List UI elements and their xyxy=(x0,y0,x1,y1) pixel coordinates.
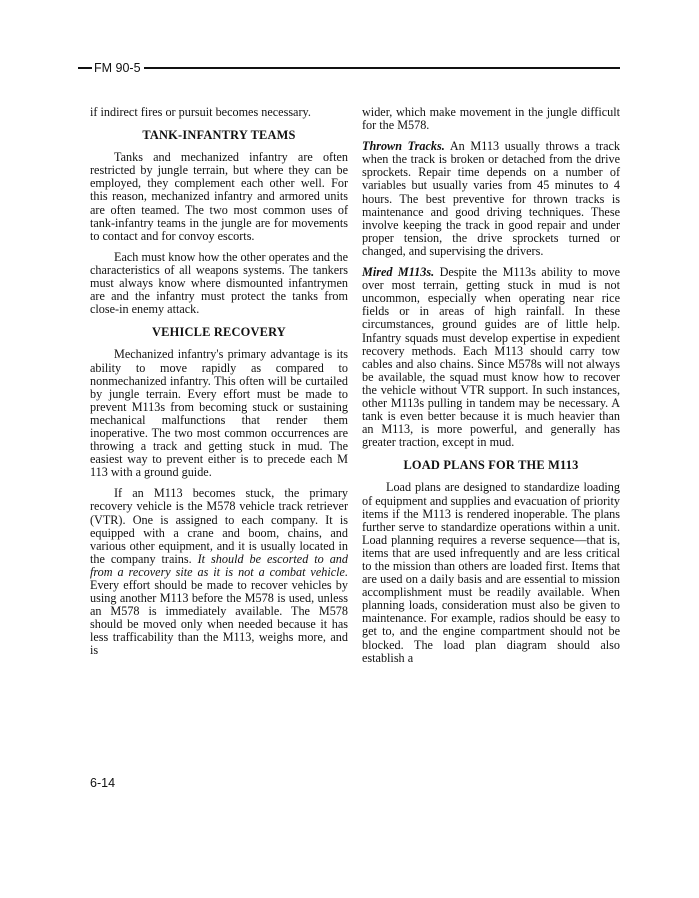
heading-load-plans: LOAD PLANS FOR THE M113 xyxy=(403,458,579,473)
vehicle-recovery-paragraph-2 xyxy=(90,487,348,657)
continued-paragraph: wider, which make movement in the jungle difficult for the M578. xyxy=(362,105,620,133)
thrown-tracks-text: An M113 usually throws a track when the track is broken or detached from the drive sprockets. Repair time depends on a number of variables but usually varies from 45 minutes to 4 hours. The best preventive for thrown tracks is maintenance and good driving techniques. These involve keeping the track in good repair and under proper tension, the drive sprockets turned or changed, and supervising the drivers. xyxy=(362,139,620,258)
tank-infantry-paragraph-2: Each must know how the other operates and the characteristics of all weapons systems. The tankers must always know where dismounted infantrymen are and the infantry must protect the tanks from close-in enemy attack. xyxy=(90,249,348,317)
intro-paragraph: if indirect fires or pursuit becomes necessary. xyxy=(90,105,311,119)
page-header xyxy=(78,58,620,78)
load-plans-paragraph: Load plans are designed to standardize loading of equipment and supplies and evacuation of priority items if the M113 is rendered inoperable. The plans further serve to standardize operations within a unit. Load planning requires a reverse sequence—that is, items that are used infrequently and are less critical to the mission than others are loaded first. Items that are used on a daily basis and are essential to mission accomplishment must be readily available. When planning loads, consideration must also be given to maintenance. For example, radios should be easy to get to, and the engine compartment should not be blocked. The load plan diagram should also establish a xyxy=(362,480,620,665)
thrown-tracks-paragraph xyxy=(362,140,620,258)
recovery-italic-note: It should be escorted to and from a recovery site as it is not a combat vehicle. xyxy=(90,551,348,579)
header-doc-id: FM 90-5 xyxy=(94,61,141,75)
left-column xyxy=(90,106,348,658)
thrown-tracks-title: Thrown Tracks. xyxy=(362,139,445,154)
right-column xyxy=(362,106,620,665)
mired-m113s-text: Despite the M113s ability to move over most terrain, getting stuck in mud is not uncommon, especially when operating near rice fields or in areas of high rainfall. In these circumstances, ground guides are of little help. Infantry squads must develop expertise in expedient recovery methods. Each M113 should carry tow cables and also chains. Since M578s will not always be available, the squad must know how to recover the vehicle without VTR support. In such instances, other M113s pulling in tandem may be necessary. A tank is even better because it is much heavier than an M113, is more powerful, and generally has greater traction, except in mud. xyxy=(362,265,620,450)
heading-vehicle-recovery: VEHICLE RECOVERY xyxy=(152,325,286,340)
recovery-text-end: Every effort should be made to recover vehicles by using another M113 before the M578 is used, unless an M578 is immediately available. The M578 should be moved only when needed because it has less trafficability than the M113, weighs more, and is xyxy=(90,578,348,658)
mired-m113s-paragraph xyxy=(362,266,620,449)
header-dash xyxy=(78,67,92,69)
header-rule xyxy=(144,67,620,69)
tank-infantry-paragraph-1: Tanks and mechanized infantry are often restricted by jungle terrain, but where they can be employed, they complement each other well. For this reason, mechanized infantry and armored units are often teamed. The two most common uses of tank-infantry teams in the jungle are for movements to contact and for convoy escorts. xyxy=(90,150,348,243)
page-number: 6-14 xyxy=(90,776,116,790)
mired-m113s-title: Mired M113s. xyxy=(362,265,435,280)
heading-tank-infantry-teams: TANK-INFANTRY TEAMS xyxy=(142,128,296,143)
vehicle-recovery-paragraph-1: Mechanized infantry's primary advantage is its ability to move rapidly as compared to nonmechanized infantry. This often will be curtailed by jungle terrain. Every effort must be made to prevent M113s from becoming stuck or sustaining mechanical malfunctions that render them inoperative. The two most common occurrences are throwing a track and getting stuck in mud. The easiest way to prevent either is to precede each M 113 with a ground guide. xyxy=(90,347,348,480)
recovery-text-start: If an M113 becomes stuck, the primary recovery vehicle is the M578 vehicle track retriever (VTR). One is assigned to each company. It is equipped with a crane and boom, chains, and various other equipment, and it is usually located in the company trains. xyxy=(90,486,348,566)
